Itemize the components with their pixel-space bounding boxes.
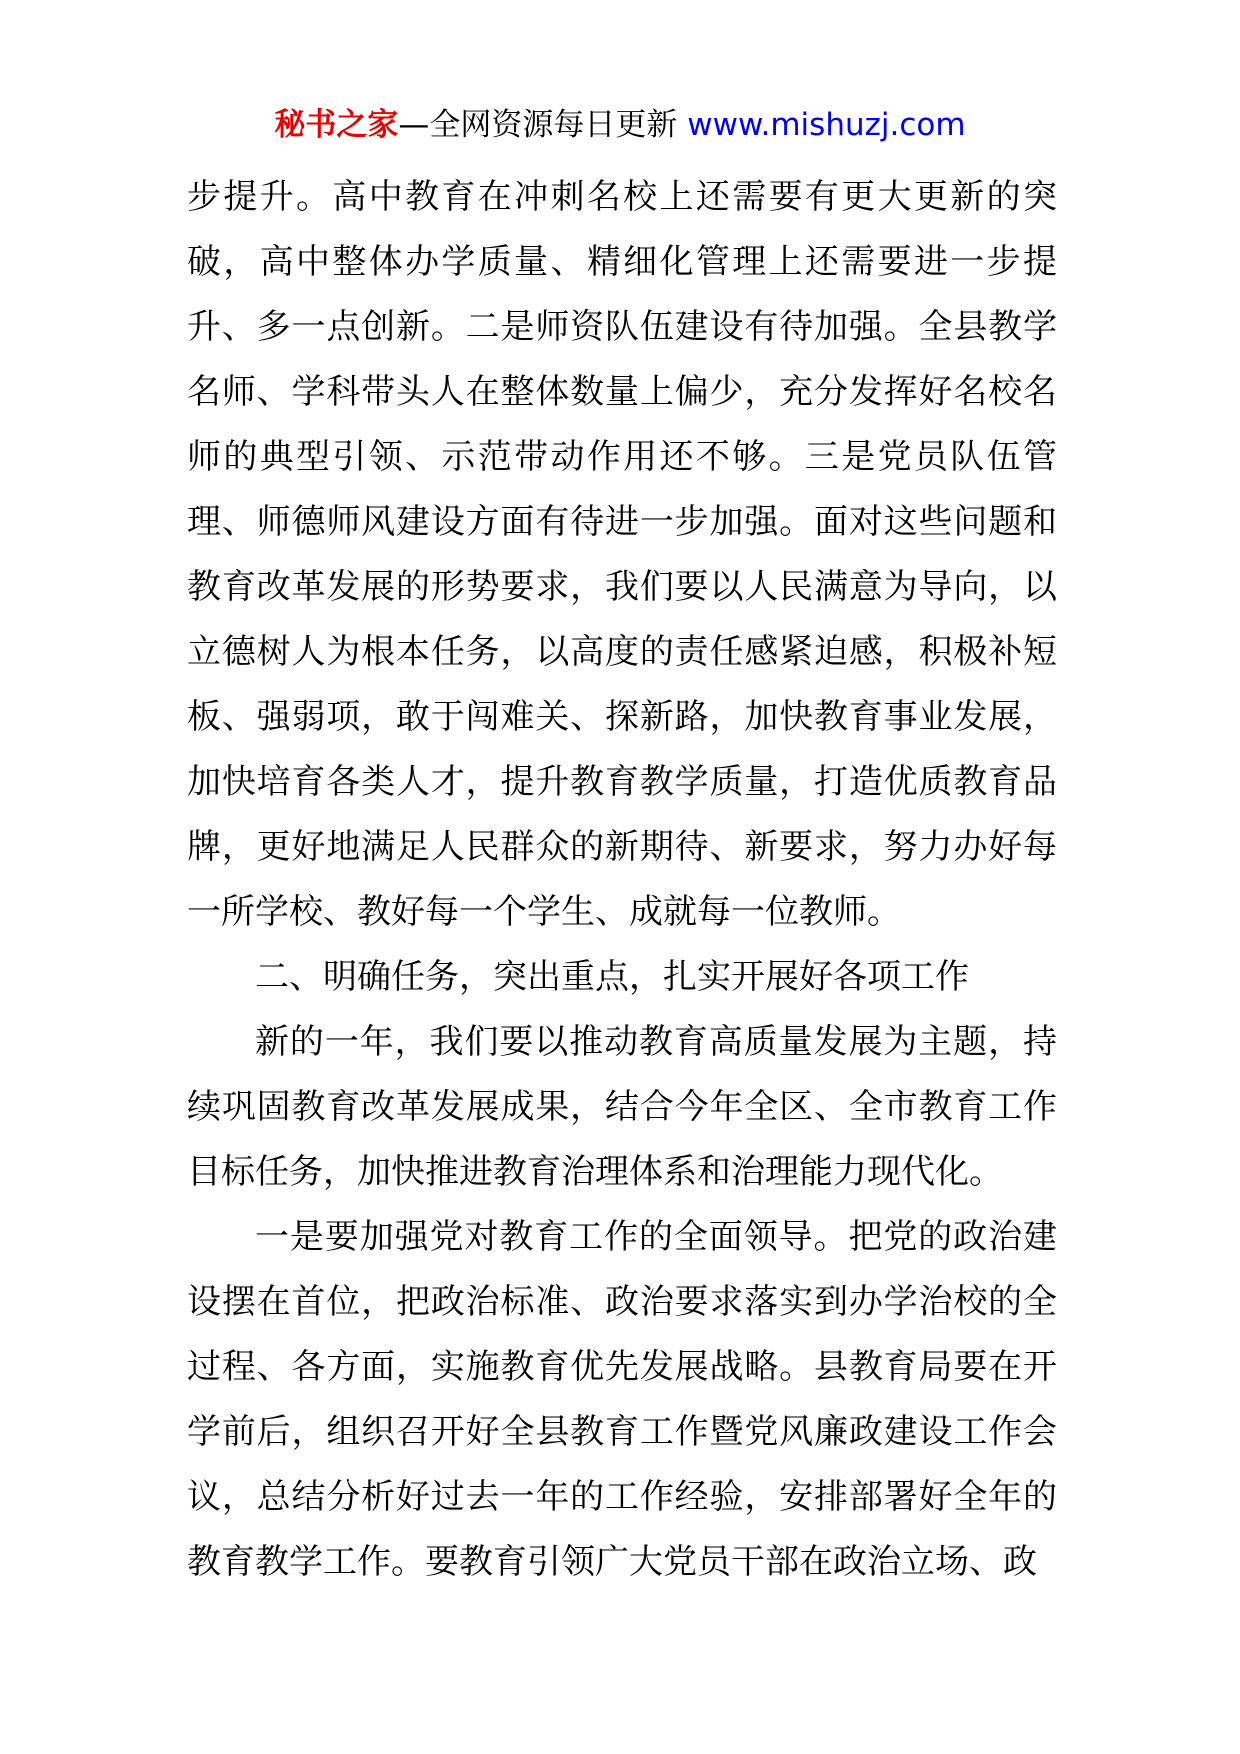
header-tagline: —全网资源每日更新 [398, 107, 688, 143]
header-url-link[interactable]: www.mishuzj.com [687, 107, 966, 143]
section-heading: 二、明确任务，突出重点，扎实开展好各项工作 [255, 957, 969, 997]
paragraph: 新的一年，我们要以推动教育高质量发展为主题，持续巩固教育改革发展成果，结合今年全区、全市教育工作目标任务，加快推进教育治理体系和治理能力现代化。 [187, 1022, 1057, 1192]
header-brand: 秘书之家 [274, 107, 399, 143]
paragraph: 一是要加强党对教育工作的全面领导。把党的政治建设摆在首位，把政治标准、政治要求落实到办学治校的全过程、各方面，实施教育优先发展战略。县教育局要在开学前后，组织召开好全县教育工作暨党风廉政建设工作会议，总结分析好过去一年的工作经验，安排部署好全年的教育教学工作。要教育引领广大党员干部在政治立场、政 [187, 1217, 1057, 1582]
page-header [0, 103, 1240, 147]
paragraph-continuation: 步提升。高中教育在冲刺名校上还需要有更大更新的突破，高中整体办学质量、精细化管理上还需要进一步提升、多一点创新。二是师资队伍建设有待加强。全县教学名师、学科带头人在整体数量上偏少，充分发挥好名校名师的典型引领、示范带动作用还不够。三是党员队伍管理、师德师风建设方面有待进一步加强。面对这些问题和教育改革发展的形势要求，我们要以人民满意为导向，以立德树人为根本任务，以高度的责任感紧迫感，积极补短板、强弱项，敢于闯难关、探新路，加快教育事业发展，加快培育各类人才，提升教育教学质量，打造优质教育品牌，更好地满足人民群众的新期待、新要求，努力办好每一所学校、教好每一个学生、成就每一位教师。 [187, 177, 1057, 932]
document-body [187, 165, 1057, 1595]
